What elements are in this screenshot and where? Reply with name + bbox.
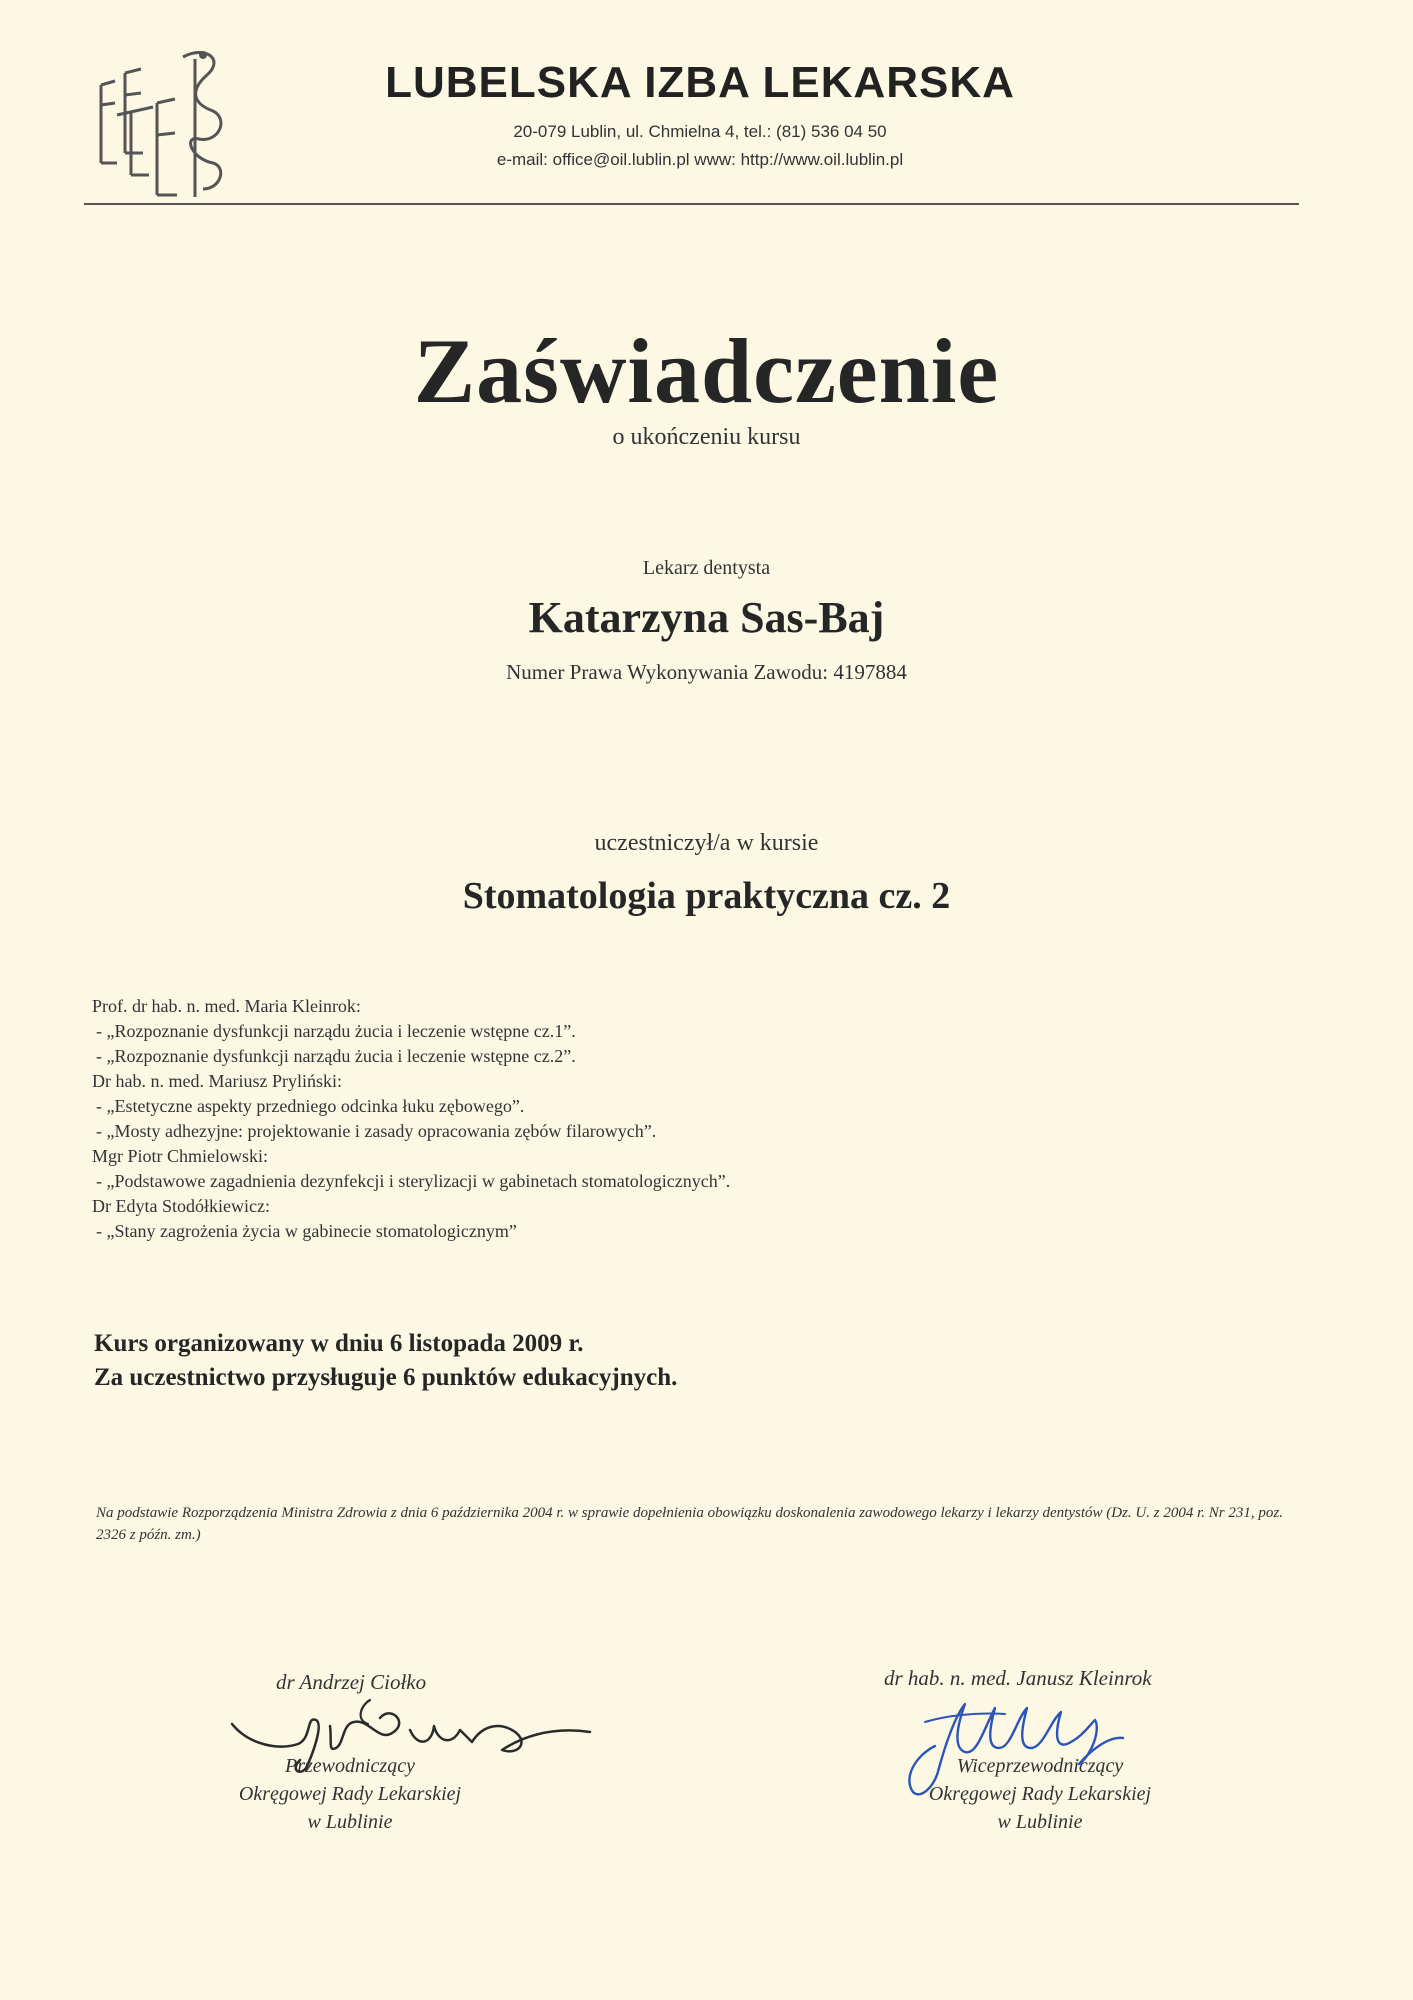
signatory-right-role-line: Wiceprzewodniczący xyxy=(956,1755,1124,1777)
signatory-right-name: dr hab. n. med. Janusz Kleinrok xyxy=(884,1666,1152,1690)
recipient-name: Katarzyna Sas-Baj xyxy=(528,593,885,642)
lecture-title: - „Podstawowe zagadnienia dezynfekcji i sterylizacji w gabinetach stomatologicznych”. xyxy=(96,1171,731,1191)
license-number: Numer Prawa Wykonywania Zawodu: 4197884 xyxy=(506,660,907,684)
participation-text: uczestniczył/a w kursie xyxy=(594,830,819,856)
lecture-title: - „Rozpoznanie dysfunkcji narządu żucia i leczenie wstępne cz.2”. xyxy=(96,1046,576,1066)
signatory-left-role-line: Okręgowej Rady Lekarskiej xyxy=(238,1783,462,1805)
course-name: Stomatologia praktyczna cz. 2 xyxy=(462,875,951,917)
header-divider xyxy=(84,203,1299,205)
lecturer-name: Dr hab. n. med. Mariusz Pryliński: xyxy=(92,1071,342,1091)
lecturer-name: Mgr Piotr Chmielowski: xyxy=(92,1146,269,1166)
organization-name: LUBELSKA IZBA LEKARSKA xyxy=(385,58,1015,107)
legal-basis-note: Na podstawie Rozporządzenia Ministra Zdrowia z dnia 6 października 2004 r. w sprawie dopełnienia obowiązku doskonalenia zawodowego lekarzy i lekarzy dentystów (Dz. U. z 2004 r. Nr 231, poz. 2326 z późn. zm.) xyxy=(96,1505,1283,1543)
lecture-title: - „Rozpoznanie dysfunkcji narządu żucia i leczenie wstępne cz.1”. xyxy=(96,1021,576,1041)
document-subtitle: o ukończeniu kursu xyxy=(612,424,801,450)
lecturer-name: Dr Edyta Stodółkiewicz: xyxy=(92,1196,270,1216)
course-points: Za uczestnictwo przysługuje 6 punktów edukacyjnych. xyxy=(94,1364,678,1391)
signatory-right-role-line: Okręgowej Rady Lekarskiej xyxy=(928,1783,1152,1805)
lecturer-list xyxy=(92,994,1292,1244)
lecture-title: - „Mosty adhezyjne: projektowanie i zasady opracowania zębów filarowych”. xyxy=(96,1121,657,1141)
organization-address: 20-079 Lublin, ul. Chmielna 4, tel.: (81) 536 04 50 xyxy=(513,122,887,141)
signatory-right-role-line: w Lublinie xyxy=(997,1811,1083,1833)
organization-contact: e-mail: office@oil.lublin.pl www: http://www.oil.lublin.pl xyxy=(496,150,904,169)
signatory-left-role-line: w Lublinie xyxy=(307,1811,393,1833)
course-date: Kurs organizowany w dniu 6 listopada 2009 r. xyxy=(94,1330,584,1357)
document-title: Zaświadczenie xyxy=(413,320,1000,422)
medical-chamber-logo-icon xyxy=(95,45,235,205)
signatory-left-role-line: Przewodniczący xyxy=(285,1755,415,1777)
signatory-left-role xyxy=(200,1752,500,1836)
lecturer-name: Prof. dr hab. n. med. Maria Kleinrok: xyxy=(92,996,361,1016)
signatory-left-name: dr Andrzej Ciołko xyxy=(276,1670,427,1694)
lecture-title: - „Estetyczne aspekty przedniego odcinka łuku zębowego”. xyxy=(96,1096,525,1116)
recipient-role: Lekarz dentysta xyxy=(642,557,771,579)
signatory-right-role xyxy=(890,1752,1190,1836)
lecture-title: - „Stany zagrożenia życia w gabinecie stomatologicznym” xyxy=(96,1221,517,1241)
